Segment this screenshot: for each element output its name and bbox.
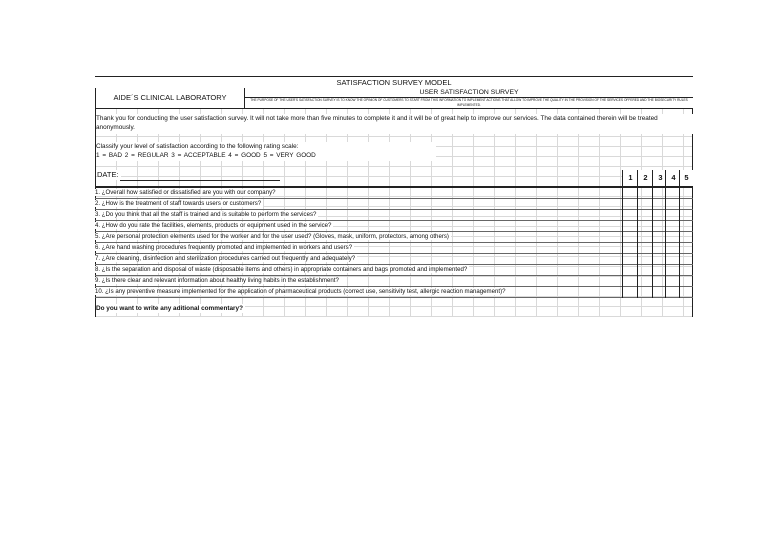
question-row xyxy=(95,232,693,243)
question-text: 1. ¿Overall how satisfied or dissatisfied are you with our company? xyxy=(95,189,276,196)
question-text: 2. ¿How is the treatment of staff towards users or customers? xyxy=(95,200,262,207)
rating-column-rule xyxy=(622,186,623,298)
lab-name: AIDE´S CLINICAL LABORATORY xyxy=(96,88,245,109)
date-row xyxy=(95,168,693,188)
rating-header-3: 3 xyxy=(652,170,668,186)
rating-scale: 1 = BAD 2 = REGULAR 3 = ACCEPTABLE 4 = GOOD 5 = VERY GOOD xyxy=(96,151,436,161)
rating-header-4: 4 xyxy=(665,170,681,186)
question-row xyxy=(95,188,693,199)
rating-column-rule xyxy=(665,186,666,298)
classify-instructions: Classify your level of satisfaction according to the following rating scale: xyxy=(96,142,436,151)
rating-column-rule xyxy=(679,186,680,298)
question-row xyxy=(95,265,693,276)
question-row xyxy=(95,199,693,210)
question-row xyxy=(95,287,693,298)
question-text: 6. ¿Are hand washing procedures frequently promoted and implemented in workers and users? xyxy=(95,244,353,251)
question-row xyxy=(95,243,693,254)
rating-header-1: 1 xyxy=(622,170,638,186)
date-label: DATE: xyxy=(97,170,119,179)
survey-purpose: THE PURPOSE OF THE USER'S SATISFACTION SURVEY IS TO KNOW THE OPINION OF CUSTOMERS TO START FROM THIS INFORMATION TO IMPLEMENT ACTIONS THAT ALLOW TO IMPROVE THE QUALITY IN THE PROVISION OF THE SERVICES OFFERED AND THE BIOSECURITY RULES IMPLEMENTED. xyxy=(245,98,693,109)
question-text: 10. ¿Is any preventive measure implemented for the application of pharmaceutical products (correct use, sensitivity test, allergic reaction management)? xyxy=(95,288,506,295)
question-row xyxy=(95,210,693,221)
question-text: 3. ¿Do you think that all the staff is trained and is suitable to perform the services? xyxy=(95,211,317,218)
question-text: 8. ¿Is the separation and disposal of waste (disposable items and others) in appropriate containers and bags promoted and implemented? xyxy=(95,266,468,273)
survey-title: USER SATISFACTION SURVEY xyxy=(245,88,693,98)
rating-header-5: 5 xyxy=(679,170,693,186)
question-text: 7. ¿Are cleaning, disinfection and sterilization procedures carried out frequently and adequately? xyxy=(95,255,356,262)
question-text: 4. ¿How do you rate the facilities, elements, products or equipment used in the service? xyxy=(95,222,332,229)
rating-header-2: 2 xyxy=(637,170,653,186)
question-row xyxy=(95,221,693,232)
question-row xyxy=(95,254,693,265)
intro-text: Thank you for conducting the user satisfaction survey. It will not take more than five minutes to complete it and it will be of great help to improve our services. The data contained therein will be treated anonymously. xyxy=(96,114,693,134)
form-title: SATISFACTION SURVEY MODEL xyxy=(95,76,693,89)
comment-prompt: Do you want to write any aditional commentary? xyxy=(96,305,244,312)
date-input-line[interactable] xyxy=(120,180,280,181)
question-text: 9. ¿Is there clear and relevant information about healthy living habits in the establishment? xyxy=(95,277,339,284)
rating-column-rule xyxy=(652,186,653,298)
question-row xyxy=(95,276,693,287)
rating-column-rule xyxy=(637,186,638,298)
question-text: 5. ¿Are personal protection elements used for the worker and for the user used? (Gloves, mask, uniform, protectors, among others) xyxy=(95,233,449,240)
